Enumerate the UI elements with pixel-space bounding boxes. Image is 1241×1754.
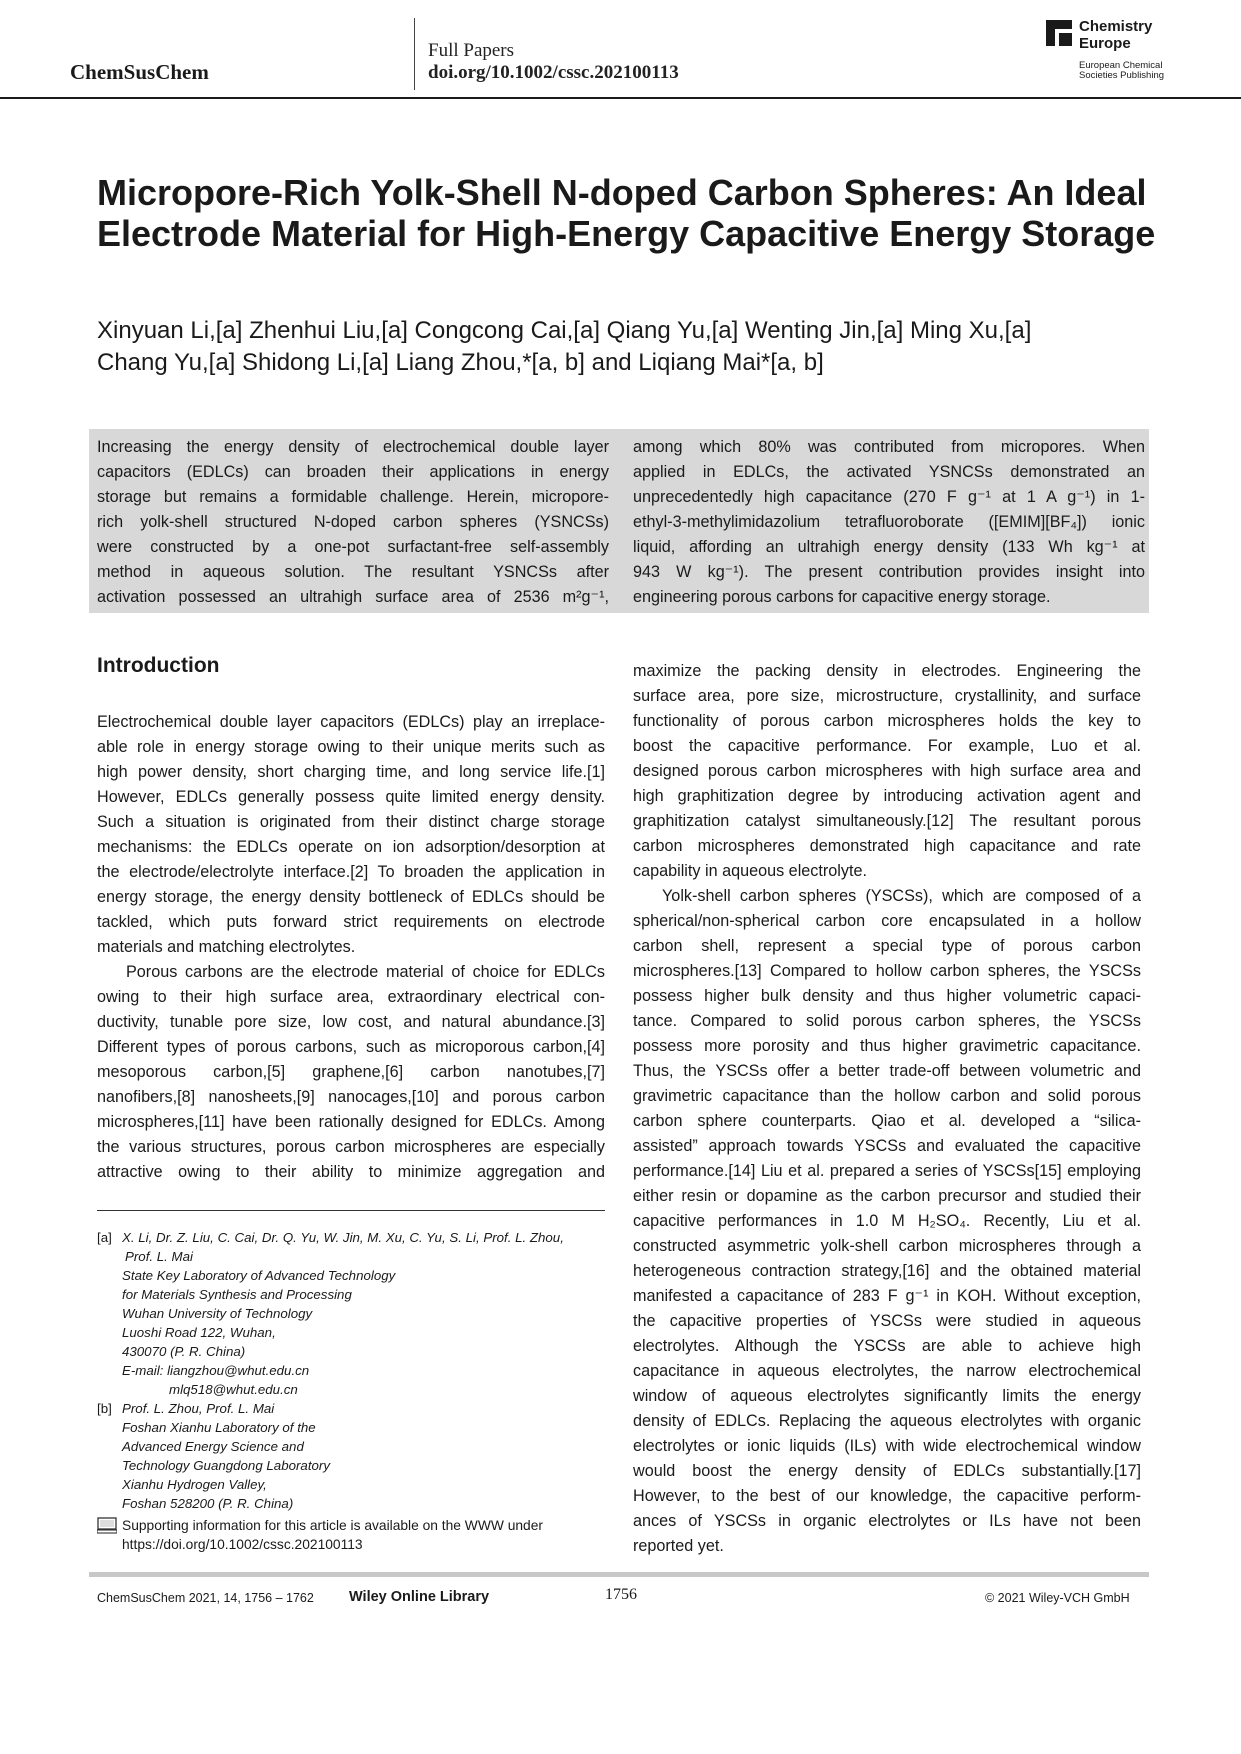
body-line: possess higher bulk density and thus higher volumetric capaci-: [633, 987, 1141, 1005]
publisher-name-line1: Chemistry: [1079, 18, 1153, 35]
email-line[interactable]: mlq518@whut.edu.cn: [169, 1382, 298, 1397]
affiliation-tag: [b]: [97, 1401, 112, 1416]
abstract-line: Increasing the energy density of electrochemical double layer: [97, 438, 609, 456]
header-divider: [414, 18, 415, 90]
abstract-line: storage but remains a formidable challenge. Herein, micropore-: [97, 488, 609, 506]
body-line: reported yet.: [633, 1537, 724, 1555]
body-line: Such a situation is originated from their distinct charge storage: [97, 813, 605, 831]
doi-link[interactable]: doi.org/10.1002/cssc.202100113: [428, 62, 679, 83]
copyright: © 2021 Wiley-VCH GmbH: [985, 1591, 1130, 1605]
abstract-line: liquid, affording an ultrahigh energy density (133 Wh kg⁻¹ at: [633, 538, 1145, 556]
section-heading-introduction: Introduction: [97, 654, 220, 677]
body-line: mesoporous carbon,[5] graphene,[6] carbon nanotubes,[7]: [97, 1063, 605, 1081]
abstract-line: rich yolk-shell structured N-doped carbon spheres (YSNCSs): [97, 513, 609, 531]
abstract-line: engineering porous carbons for capacitive energy storage.: [633, 588, 1051, 606]
affiliation-line: Advanced Energy Science and: [122, 1439, 304, 1454]
body-line: heterogeneous contraction strategy,[16] and the obtained material: [633, 1262, 1141, 1280]
body-line: ductivity, tunable pore size, low cost, and natural abundance.[3]: [97, 1013, 605, 1031]
publisher-sub-line2: Societies Publishing: [1079, 70, 1165, 81]
journal-name: ChemSusChem: [70, 60, 209, 84]
abstract-line: ethyl-3-methylimidazolium tetrafluoroborate ([EMIM][BF₄]) ionic: [633, 513, 1145, 531]
affiliation-line: Prof. L. Mai: [125, 1249, 193, 1264]
affiliation-line: Luoshi Road 122, Wuhan,: [122, 1325, 276, 1340]
body-line: the electrode/electrolyte interface.[2] To broaden the application in: [97, 863, 605, 881]
body-line: carbon sphere counterparts. Qiao et al. developed a “silica-: [633, 1112, 1141, 1130]
affiliation-line: X. Li, Dr. Z. Liu, C. Cai, Dr. Q. Yu, W. Jin, M. Xu, C. Yu, S. Li, Prof. L. Zhou,: [122, 1230, 564, 1245]
supporting-info-note: [97, 1516, 609, 1554]
abstract-line: capacitors (EDLCs) can broaden their applications in energy: [97, 463, 609, 481]
abstract-line: method in aqueous solution. The resultant YSNCSs after: [97, 563, 609, 581]
footer-citation: ChemSusChem 2021, 14, 1756 – 1762: [97, 1591, 314, 1605]
body-line: attractive owing to their ability to minimize aggregation and: [97, 1163, 605, 1181]
body-line: gravimetric capacitance than the hollow carbon and solid porous: [633, 1087, 1141, 1105]
abstract-line: were constructed by a one-pot surfactant-free self-assembly: [97, 538, 609, 556]
abstract-line: unprecedentedly high capacitance (270 F g⁻¹ at 1 A g⁻¹) in 1-: [633, 488, 1145, 506]
body-line: materials and matching electrolytes.: [97, 938, 356, 956]
body-line: However, EDLCs generally possess quite limited energy density.: [97, 788, 605, 806]
body-line: performance.[14] Liu et al. prepared a series of YSCSs[15] employing: [633, 1162, 1141, 1180]
affiliation-tag: [a]: [97, 1230, 112, 1245]
affiliation-a: [97, 1228, 609, 1399]
affiliation-line: State Key Laboratory of Advanced Technology: [122, 1268, 396, 1283]
article-type: Full Papers: [428, 40, 515, 61]
body-line: the capacitive properties of YSCSs were studied in aqueous: [633, 1312, 1141, 1330]
affiliation-line: Prof. L. Zhou, Prof. L. Mai: [122, 1401, 275, 1416]
abstract-right-column: [633, 435, 1145, 610]
body-line: energy storage, the energy density bottleneck of EDLCs should be: [97, 888, 605, 906]
body-line: surface area, pore size, microstructure, crystallinity, and surface: [633, 687, 1141, 705]
supporting-info-text: Supporting information for this article is available on the WWW under: [122, 1518, 543, 1533]
footnote-rule: [97, 1210, 605, 1211]
authors-line-1: Xinyuan Li,[a] Zhenhui Liu,[a] Congcong Cai,[a] Qiang Yu,[a] Wenting Jin,[a] Ming Xu,[a]: [97, 317, 1032, 344]
body-line: microspheres.[13] Compared to hollow carbon spheres, the YSCSs: [633, 962, 1141, 980]
intro-right-column: [633, 659, 1141, 1559]
affiliation-line: Wuhan University of Technology: [122, 1306, 313, 1321]
body-line: ances of YSCSs in organic electrolytes or ILs have not been: [633, 1512, 1141, 1530]
computer-icon: [97, 1517, 117, 1534]
body-line: Porous carbons are the electrode material of choice for EDLCs: [126, 963, 605, 981]
body-line: microspheres,[11] have been rationally designed for EDLCs. Among: [97, 1113, 605, 1131]
body-line: assisted” approach towards YSCSs and evaluated the capacitive: [633, 1137, 1141, 1155]
body-line: high graphitization degree by introducing activation agent and: [633, 787, 1141, 805]
footer-rule: [89, 1572, 1149, 1577]
article-title: Micropore-Rich Yolk-Shell N-doped Carbon Spheres: An Ideal Electrode Material for High-Energy Capacitive Energy Storage: [97, 172, 1156, 254]
affiliation-line: for Materials Synthesis and Processing: [122, 1287, 352, 1302]
body-line: Thus, the YSCSs offer a better trade-off between volumetric and: [633, 1062, 1141, 1080]
email-line[interactable]: E-mail: liangzhou@whut.edu.cn: [122, 1363, 310, 1378]
intro-left-column: [97, 710, 605, 1185]
abstract-line: 943 W kg⁻¹). The present contribution provides insight into: [633, 563, 1145, 581]
authors-line-2: Chang Yu,[a] Shidong Li,[a] Liang Zhou,*[a, b] and Liqiang Mai*[a, b]: [97, 349, 824, 376]
body-line: spherical/non-spherical carbon core encapsulated in a hollow: [633, 912, 1141, 930]
body-line: owing to their high surface area, extraordinary electrical con-: [97, 988, 605, 1006]
body-line: high power density, short charging time, and long service life.[1]: [97, 763, 605, 781]
body-line: constructed asymmetric yolk-shell carbon microspheres through a: [633, 1237, 1141, 1255]
body-line: maximize the packing density in electrodes. Engineering the: [633, 662, 1141, 680]
affiliation-line: 430070 (P. R. China): [122, 1344, 246, 1359]
affiliation-line: Xianhu Hydrogen Valley,: [122, 1477, 267, 1492]
body-line: carbon microspheres demonstrated high capacitance and rate: [633, 837, 1141, 855]
body-line: mechanisms: the EDLCs operate on ion adsorption/desorption at: [97, 838, 605, 856]
body-line: possess more porosity and thus higher gravimetric capacitance.: [633, 1037, 1141, 1055]
chemistry-europe-logo-icon: [1046, 20, 1072, 46]
body-line: tackled, which puts forward strict requirements on electrode: [97, 913, 605, 931]
body-line: designed porous carbon microspheres with high surface area and: [633, 762, 1141, 780]
supporting-info-link[interactable]: https://doi.org/10.1002/cssc.202100113: [122, 1537, 363, 1552]
body-line: boost the capacitive performance. For example, Luo et al.: [633, 737, 1141, 755]
body-line: Yolk-shell carbon spheres (YSCSs), which are composed of a: [662, 887, 1141, 905]
author-list: [97, 315, 1157, 379]
body-line: able role in energy storage owing to their unique merits such as: [97, 738, 605, 756]
body-line: electrolytes. Although the YSCSs are able to achieve high: [633, 1337, 1141, 1355]
body-line: capability in aqueous electrolyte.: [633, 862, 867, 880]
wiley-online-library-link[interactable]: Wiley Online Library: [349, 1589, 490, 1605]
body-line: electrolytes or ionic liquids (ILs) with wide electrochemical window: [633, 1437, 1141, 1455]
body-line: either resin or dopamine as the carbon precursor and studied their: [633, 1187, 1141, 1205]
body-line: density of EDLCs. Replacing the aqueous electrolytes with organic: [633, 1412, 1141, 1430]
affiliation-line: Foshan 528200 (P. R. China): [122, 1496, 294, 1511]
body-line: tance. Compared to solid porous carbon spheres, the YSCSs: [633, 1012, 1141, 1030]
page-number: 1756: [605, 1586, 637, 1603]
body-line: window of aqueous electrolytes significantly limits the energy: [633, 1387, 1141, 1405]
body-line: carbon shell, represent a special type of porous carbon: [633, 937, 1141, 955]
affiliation-line: Technology Guangdong Laboratory: [122, 1458, 330, 1473]
body-line: capacitance in aqueous electrolytes, the narrow electrochemical: [633, 1362, 1141, 1380]
body-line: functionality of porous carbon microspheres holds the key to: [633, 712, 1141, 730]
publisher-sub-line1: European Chemical: [1079, 60, 1163, 71]
affiliation-line: Foshan Xianhu Laboratory of the: [122, 1420, 316, 1435]
body-line: capacitive performances in 1.0 M H₂SO₄. Recently, Liu et al.: [633, 1212, 1141, 1230]
publisher-name-line2: Europe: [1079, 35, 1131, 52]
affiliation-footnotes: [97, 1228, 609, 1513]
body-line: nanofibers,[8] nanosheets,[9] nanocages,[10] and porous carbon: [97, 1088, 605, 1106]
body-line: would boost the energy density of EDLCs substantially.[17]: [633, 1462, 1141, 1480]
body-line: Different types of porous carbons, such as microporous carbon,[4]: [97, 1038, 605, 1056]
header-rule: [0, 97, 1241, 99]
body-line: Electrochemical double layer capacitors (EDLCs) play an irreplace-: [97, 713, 605, 731]
abstract-line: applied in EDLCs, the activated YSNCSs demonstrated an: [633, 463, 1145, 481]
affiliation-b: [97, 1399, 609, 1513]
body-line: manifested a capacitance of 283 F g⁻¹ in KOH. Without exception,: [633, 1287, 1141, 1305]
body-line: graphitization catalyst simultaneously.[12] The resultant porous: [633, 812, 1141, 830]
abstract-line: among which 80% was contributed from micropores. When: [633, 438, 1145, 456]
abstract-left-column: [97, 435, 609, 610]
body-line: However, to the best of our knowledge, the capacitive perform-: [633, 1487, 1141, 1505]
abstract-line: activation possessed an ultrahigh surface area of 2536 m²g⁻¹,: [97, 588, 609, 606]
body-line: the various structures, porous carbon microspheres are especially: [97, 1138, 605, 1156]
